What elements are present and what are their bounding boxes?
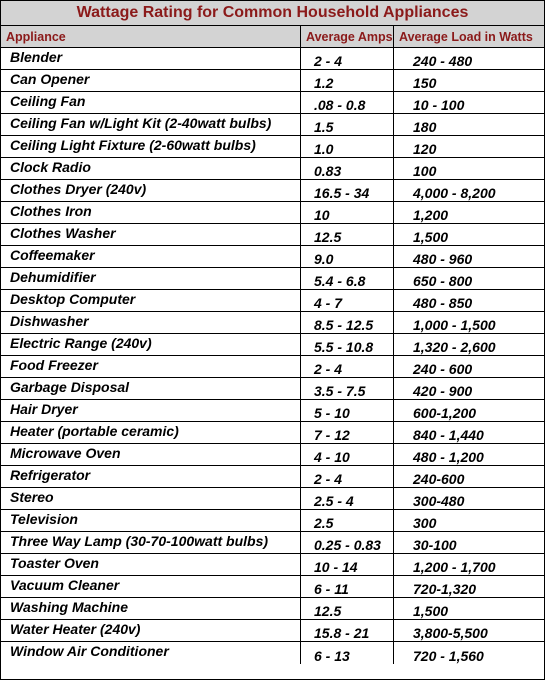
table-row [1,488,544,510]
table-body [1,48,544,664]
table-row [1,48,544,70]
watts-cell: 3,800-5,500 [393,620,544,641]
watts-cell: 600-1,200 [393,400,544,421]
appliance-cell: Coffeemaker [10,247,95,263]
watts-cell: 300-480 [393,488,544,509]
amps-cell: 2 - 4 [300,356,393,377]
appliance-cell: Dishwasher [10,313,89,329]
appliance-cell: Microwave Oven [10,445,121,461]
appliance-cell: Clothes Washer [10,225,116,241]
amps-cell: 2 - 4 [300,48,393,69]
appliance-cell: Dehumidifier [10,269,96,285]
appliance-cell: Refrigerator [10,467,91,483]
amps-cell: 0.25 - 0.83 [300,532,393,553]
amps-cell: 5.4 - 6.8 [300,268,393,289]
amps-cell: 9.0 [300,246,393,267]
watts-cell: 480 - 850 [393,290,544,311]
header-average-amps: Average Amps [300,26,393,47]
table-row [1,510,544,532]
appliance-cell: Ceiling Fan w/Light Kit (2-40watt bulbs) [10,115,272,131]
appliance-cell: Toaster Oven [10,555,99,571]
watts-cell: 240 - 600 [393,356,544,377]
amps-cell: 2 - 4 [300,466,393,487]
table-row [1,378,544,400]
amps-cell: 1.2 [300,70,393,91]
appliance-cell: Food Freezer [10,357,98,373]
watts-cell: 720-1,320 [393,576,544,597]
table-row [1,554,544,576]
table-row [1,224,544,246]
table-row [1,356,544,378]
watts-cell: 480 - 1,200 [393,444,544,465]
amps-cell: 10 [300,202,393,223]
appliance-cell: Heater (portable ceramic) [10,423,179,439]
watts-cell: 1,500 [393,598,544,619]
table-row [1,466,544,488]
appliance-cell: Desktop Computer [10,291,136,307]
watts-cell: 4,000 - 8,200 [393,180,544,201]
watts-cell: 1,500 [393,224,544,245]
amps-cell: 12.5 [300,224,393,245]
watts-cell: 1,200 - 1,700 [393,554,544,575]
table-row [1,158,544,180]
watts-cell: 100 [393,158,544,179]
amps-cell: 1.0 [300,136,393,157]
appliance-cell: Ceiling Fan [10,93,86,109]
amps-cell: 8.5 - 12.5 [300,312,393,333]
watts-cell: 650 - 800 [393,268,544,289]
appliance-cell: Blender [10,49,63,65]
appliance-cell: Clock Radio [10,159,91,175]
table-row [1,92,544,114]
appliance-cell: Clothes Iron [10,203,92,219]
table-row [1,312,544,334]
amps-cell: 6 - 11 [300,576,393,597]
table-row [1,444,544,466]
table-row [1,598,544,620]
table-row [1,136,544,158]
amps-cell: 10 - 14 [300,554,393,575]
watts-cell: 840 - 1,440 [393,422,544,443]
amps-cell: 15.8 - 21 [300,620,393,641]
amps-cell: 7 - 12 [300,422,393,443]
table-row [1,400,544,422]
watts-cell: 240 - 480 [393,48,544,69]
table-row [1,246,544,268]
header-appliance: Appliance [6,29,66,44]
appliance-cell: Ceiling Light Fixture (2-60watt bulbs) [10,137,256,153]
amps-cell: 16.5 - 34 [300,180,393,201]
appliance-cell: Stereo [10,489,54,505]
watts-cell: 420 - 900 [393,378,544,399]
appliance-cell: Television [10,511,78,527]
amps-cell: 4 - 7 [300,290,393,311]
table-row [1,642,544,664]
table-title: Wattage Rating for Common Household Appliances [1,1,544,26]
header-average-load-watts: Average Load in Watts [393,26,544,47]
table-row [1,70,544,92]
appliance-cell: Water Heater (240v) [10,621,141,637]
table-row [1,268,544,290]
watts-cell: 1,200 [393,202,544,223]
appliance-cell: Vacuum Cleaner [10,577,120,593]
watts-cell: 120 [393,136,544,157]
appliance-cell: Electric Range (240v) [10,335,152,351]
appliance-cell: Clothes Dryer (240v) [10,181,147,197]
watts-cell: 720 - 1,560 [393,642,544,664]
table-row [1,334,544,356]
watts-cell: 10 - 100 [393,92,544,113]
appliance-cell: Garbage Disposal [10,379,130,395]
appliance-cell: Can Opener [10,71,90,87]
watts-cell: 30-100 [393,532,544,553]
watts-cell: 150 [393,70,544,91]
amps-cell: 5 - 10 [300,400,393,421]
amps-cell: 6 - 13 [300,642,393,664]
table-row [1,620,544,642]
table-header-row [1,26,544,48]
table-row [1,180,544,202]
amps-cell: .08 - 0.8 [300,92,393,113]
appliance-cell: Washing Machine [10,599,128,615]
amps-cell: 3.5 - 7.5 [300,378,393,399]
watts-cell: 1,000 - 1,500 [393,312,544,333]
table-row [1,202,544,224]
watts-cell: 1,320 - 2,600 [393,334,544,355]
amps-cell: 4 - 10 [300,444,393,465]
table-row [1,290,544,312]
amps-cell: 12.5 [300,598,393,619]
amps-cell: 1.5 [300,114,393,135]
table-row [1,576,544,598]
amps-cell: 0.83 [300,158,393,179]
watts-cell: 300 [393,510,544,531]
table-row [1,532,544,554]
table-row [1,114,544,136]
watts-cell: 180 [393,114,544,135]
appliance-cell: Three Way Lamp (30-70-100watt bulbs) [10,533,269,549]
amps-cell: 2.5 [300,510,393,531]
table-row [1,422,544,444]
watts-cell: 240-600 [393,466,544,487]
amps-cell: 2.5 - 4 [300,488,393,509]
watts-cell: 480 - 960 [393,246,544,267]
appliance-cell: Hair Dryer [10,401,78,417]
amps-cell: 5.5 - 10.8 [300,334,393,355]
appliance-cell: Window Air Conditioner [10,643,169,659]
